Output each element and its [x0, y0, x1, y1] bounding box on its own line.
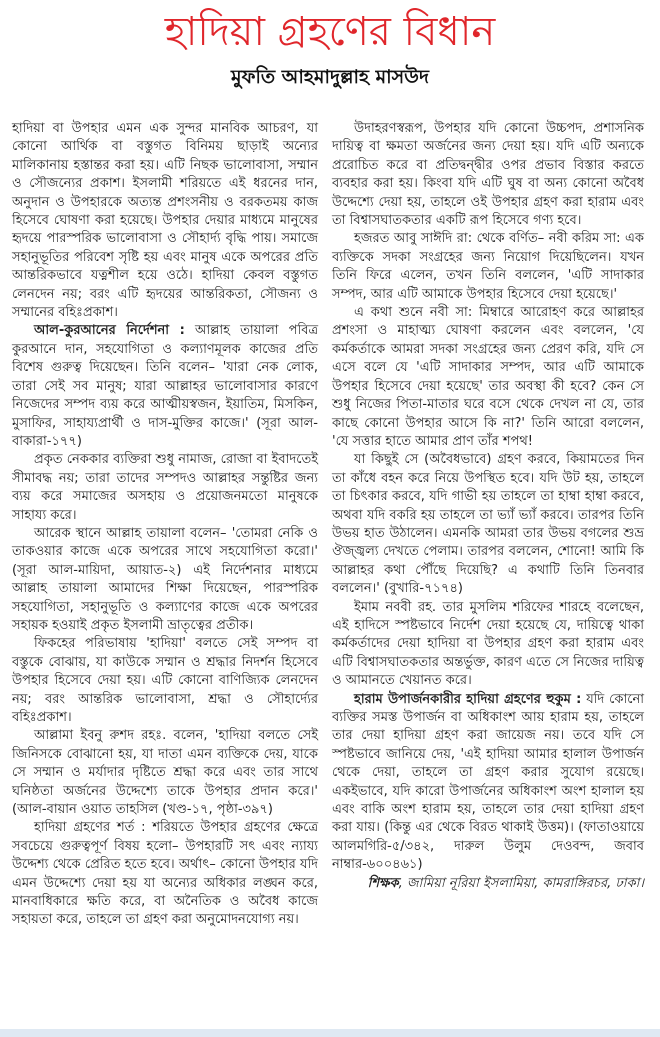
footer-divider — [0, 1029, 660, 1037]
section-heading: হারাম উপার্জনকারীর হাদিয়া গ্রহণের হুকুম : — [354, 691, 582, 707]
paragraph: আরেক স্থানে আল্লাহ তায়ালা বলেন– 'তোমরা নেকি ও তাকওয়ার কাজে একে অপরের সাথে সহযোগিতা করো।' (সূরা আল-মায়িদা, আয়াত-২) এই নির্দেশনার মাধ্যমে আল্লাহ তায়ালা আমাদের শিক্ষা দিয়েছেন, পারস্পরিক সহযোগিতা, সহানুভূতি ও কল্যাণের কাজে একে অপরের সহায়ক হওয়াই প্রকৃত ইসলামী ভ্রাতৃত্বের প্রতীক। — [12, 525, 318, 633]
paragraph: ফিকহের পরিভাষায় 'হাদিয়া' বলতে সেই সম্পদ বা বস্তুকে বোঝায়, যা কাউকে সম্মান ও শ্রদ্ধার নিদর্শন হিসেবে উপহার হিসেবে দেয়া হয়। এটি কোনো বাণিজ্যিক লেনদেন নয়; বরং আন্তরিক ভালোবাসা, শ্রদ্ধা ও সৌহার্দ্যের বহিঃপ্রকাশ। — [12, 636, 318, 725]
paragraph: হাদিয়া বা উপহার এমন এক সুন্দর মানবিক আচরণ, যা কোনো আর্থিক বা বস্তুগত বিনিময় ছাড়াই অন্যের মালিকানায় হস্তান্তর করা হয়। এটি নিছক ভালোবাসা, সম্মান ও সৌজন্যের প্রকাশ। ইসলামী শরিয়তে এই ধরনের দান, অনুদান ও উপহারকে অত্যন্ত প্রশংসনীয় ও বরকতময় কাজ হিসেবে ঘোষণা করা হয়েছে। উপহার দেয়ার মাধ্যমে মানুষের হৃদয়ে পারস্পরিক ভালোবাসা ও সৌহার্দ্য বৃদ্ধি পায়। সমাজে সহানুভূতির পরিবেশ সৃষ্টি হয় এবং মানুষ একে অপরের প্রতি আন্তরিকভাবে যত্নশীল হয়ে ওঠে। হাদিয়া কেবল বস্তুগত লেনদেন নয়; বরং এটি হৃদয়ের আন্তরিকতা, সৌজন্য ও সম্মানের বহিঃপ্রকাশ। — [12, 121, 318, 321]
paragraph-text: যদি কোনো ব্যক্তির সমস্ত উপার্জন বা অধিকাংশ আয় হারাম হয়, তাহলে তার দেয়া হাদিয়া গ্রহণ করা জায়েজ নয়। তবে যদি সে স্পষ্টভাবে জানিয়ে দেয়, 'এই হাদিয়া আমার হালাল উপার্জন থেকে দেয়া, তাহলে তা গ্রহণ করার সুযোগ রয়েছে। একইভাবে, যদি কারো উপার্জনের অধিকাংশ অংশ হালাল হয় এবং বাকি অংশ হারাম হয়, তাহলে তার দেয়া হাদিয়া গ্রহণ করা যায়। (কিন্তু এর থেকে বিরত থাকাই উত্তম)। (ফাতাওয়ায়ে আলমগিরি-৫/৩৪২, দারুল উলুম দেওবন্দ, জবাব নাম্বার-৬০০৪৬১) — [332, 691, 644, 873]
paragraph: ইমাম নববী রহ. তার মুসলিম শরিফের শারহে বলেছেন, এই হাদিসে স্পষ্টভাবে নির্দেশ দেয়া হয়েছে যে, দায়িত্বে থাকা কর্মকর্তাদের দেয়া হাদিয়া বা উপহার গ্রহণ করা হারাম এবং এটি বিশ্বাসঘাতকতার অন্তর্ভুক্ত, কারণ এতে সে নিজের দায়িত্ব ও আমানতে খেয়ানত করে। — [332, 599, 644, 689]
paragraph: উদাহরণস্বরূপ, উপহার যদি কোনো উচ্চপদ, প্রশাসনিক দায়িত্ব বা ক্ষমতা অর্জনের জন্য দেয়া হয়। যদি এটি অন্যকে প্ররোচিত করে বা প্রতিদ্বন্দ্বীর ওপর প্রভাব বিস্তার করতে ব্যবহার করা হয়। কিংবা যদি এটি ঘুষ বা অন্য কোনো অবৈধ উদ্দেশ্যে দেয়া হয়, তাহলে ওই উপহার গ্রহণ করা হারাম এবং তা বিশ্বাসঘাতকতার একটি রূপ হিসেবে গণ্য হবে। — [332, 121, 644, 229]
section-heading: আল-কুরআনের নির্দেশনা : — [34, 323, 185, 339]
paragraph — [12, 322, 318, 451]
paragraph: আল্লামা ইবনু রুশদ রহঃ. বলেন, 'হাদিয়া বলতে সেই জিনিসকে বোঝানো হয়, যা দাতা এমন ব্যক্তিকে দেয়, যাকে সে সম্মান ও মর্যাদার দৃষ্টিতে শ্রদ্ধা করে এবং তার সাথে ঘনিষ্ঠতা অর্জনের উদ্দেশ্যে তাকে উপহার প্রদান করে।' (আল-বায়ান ওয়াত তাহসিল (খণ্ড-১৭, পৃষ্ঠা-৩৯৭) — [12, 728, 318, 818]
article-title: হাদিয়া গ্রহণের বিধান — [164, 9, 496, 55]
paragraph — [12, 819, 318, 929]
paragraph-text: আল্লাহ তায়ালা পবিত্র কুরআনে দান, সহযোগিতা ও কল্যাণমূলক কাজের প্রতি বিশেষ গুরুত্ব দিয়েছেন। তিনি বলেন– 'যারা নেক লোক, তারা সেই সব মানুষ; যারা আল্লাহর ভালোবাসার কারণে নিজেদের সম্পদ ব্যয় করে আত্মীয়স্বজন, ইয়াতিম, মিসকিন, মুসাফির, সাহায্যপ্রার্থী ও দাস-মুক্তির কাজে।' (সূরা আল-বাকারা-১৭৭) — [12, 323, 319, 449]
author-affiliation: , জামিয়া নূরিয়া ইসলামিয়া, কামরাঙ্গিরচর, ঢাকা। — [398, 875, 644, 891]
paragraph: যা কিছুই সে (অবৈধভাবে) গ্রহণ করবে, কিয়ামতের দিন তা কাঁধে বহন করে নিয়ে উপস্থিত হবে। যদি উট হয়, তাহলে তা চিৎকার করবে, যদি গাভী হয় তাহলে তা হাম্বা হাম্বা করবে, অথবা যদি বকরি হয় তাহলে তা ভ্যাঁ ভ্যাঁ করবে। তারপর তিনি উভয় হাত উঠালেন। এমনকি আমরা তার উভয় বগলের শুভ্র ঔজ্জ্বল্য দেখতে পেলাম। তারপর বললেন, শোনো! আমি কি আল্লাহর কথা পৌঁছে দিয়েছি? এ কথাটি তিনি তিনবার বললেন।' (বুখারি-৭১৭৪) — [332, 452, 644, 597]
section-heading: হাদিয়া গ্রহণের শর্ত : — [34, 820, 146, 836]
paragraph: এ কথা শুনে নবী সা: মিম্বারে আরোহণ করে আল্লাহর প্রশংসা ও মাহাত্ম্য ঘোষণা করলেন এবং বললেন, 'যে কর্মকর্তাকে আমরা সদকা সংগ্রহের জন্য প্রেরণ করি, যদি সে এসে বলে যে 'এটি সাদাকার সম্পদ, আর এটি আমাকে উপহার হিসেবে দেয়া হয়েছে' তার অবস্থা কী হবে? কেন সে শুধু নিজের পিতা-মাতার ঘরে বসে থেকে দেখল না যে, তার কাছে কোনো উপহার আসে কি না?' তিনি আরো বললেন, 'যে সত্তার হাতে আমার প্রাণ তাঁর শপথ! — [332, 305, 644, 449]
author-byline: মুফতি আহমাদুল্লাহ মাসউদ — [231, 66, 429, 88]
paragraph: প্রকৃত নেককার ব্যক্তিরা শুধু নামাজ, রোজা বা ইবাদতেই সীমাবদ্ধ নয়; তারা তাদের সম্পদও আল্লাহর সন্তুষ্টির জন্য ব্যয় করে সমাজের অসহায় ও প্রয়োজনমতো মানুষকে সাহায্য করে। — [12, 452, 318, 523]
paragraph-text: শরিয়তে উপহার গ্রহণের ক্ষেত্রে সবচেয়ে গুরুত্বপূর্ণ বিষয় হলো– উপহারটি সৎ এবং ন্যায্য উদ্দেশ্য থেকে প্রেরিত হতে হবে। অর্থাৎ– কোনো উপহার যদি এমন উদ্দেশ্যে দেয়া হয় যা অন্যের অধিকার লঙ্ঘন করে, মানবাধিকারে ক্ষতি করে, বা অনৈতিক ও অবৈধ কাজে সহায়তা করে, তাহলে তা গ্রহণ করা অনুমোদনযোগ্য নয়। — [12, 820, 318, 928]
article-column-left — [12, 120, 318, 930]
author-signature — [332, 875, 644, 893]
article-column-right — [332, 120, 644, 893]
paragraph: হজরত আবু সাঈদি রা: থেকে বর্ণিত– নবী করিম সা: এক ব্যক্তিকে সদকা সংগ্রহের জন্য নিয়োগ দিয়েছিলেন। যখন তিনি ফিরে এলেন, তখন তিনি বললেন, 'এটি সাদাকার সম্পদ, আর এটি আমাকে উপহার হিসেবে দেয়া হয়েছে।' — [332, 231, 644, 302]
paragraph — [332, 691, 644, 875]
author-role: শিক্ষক — [367, 875, 399, 891]
